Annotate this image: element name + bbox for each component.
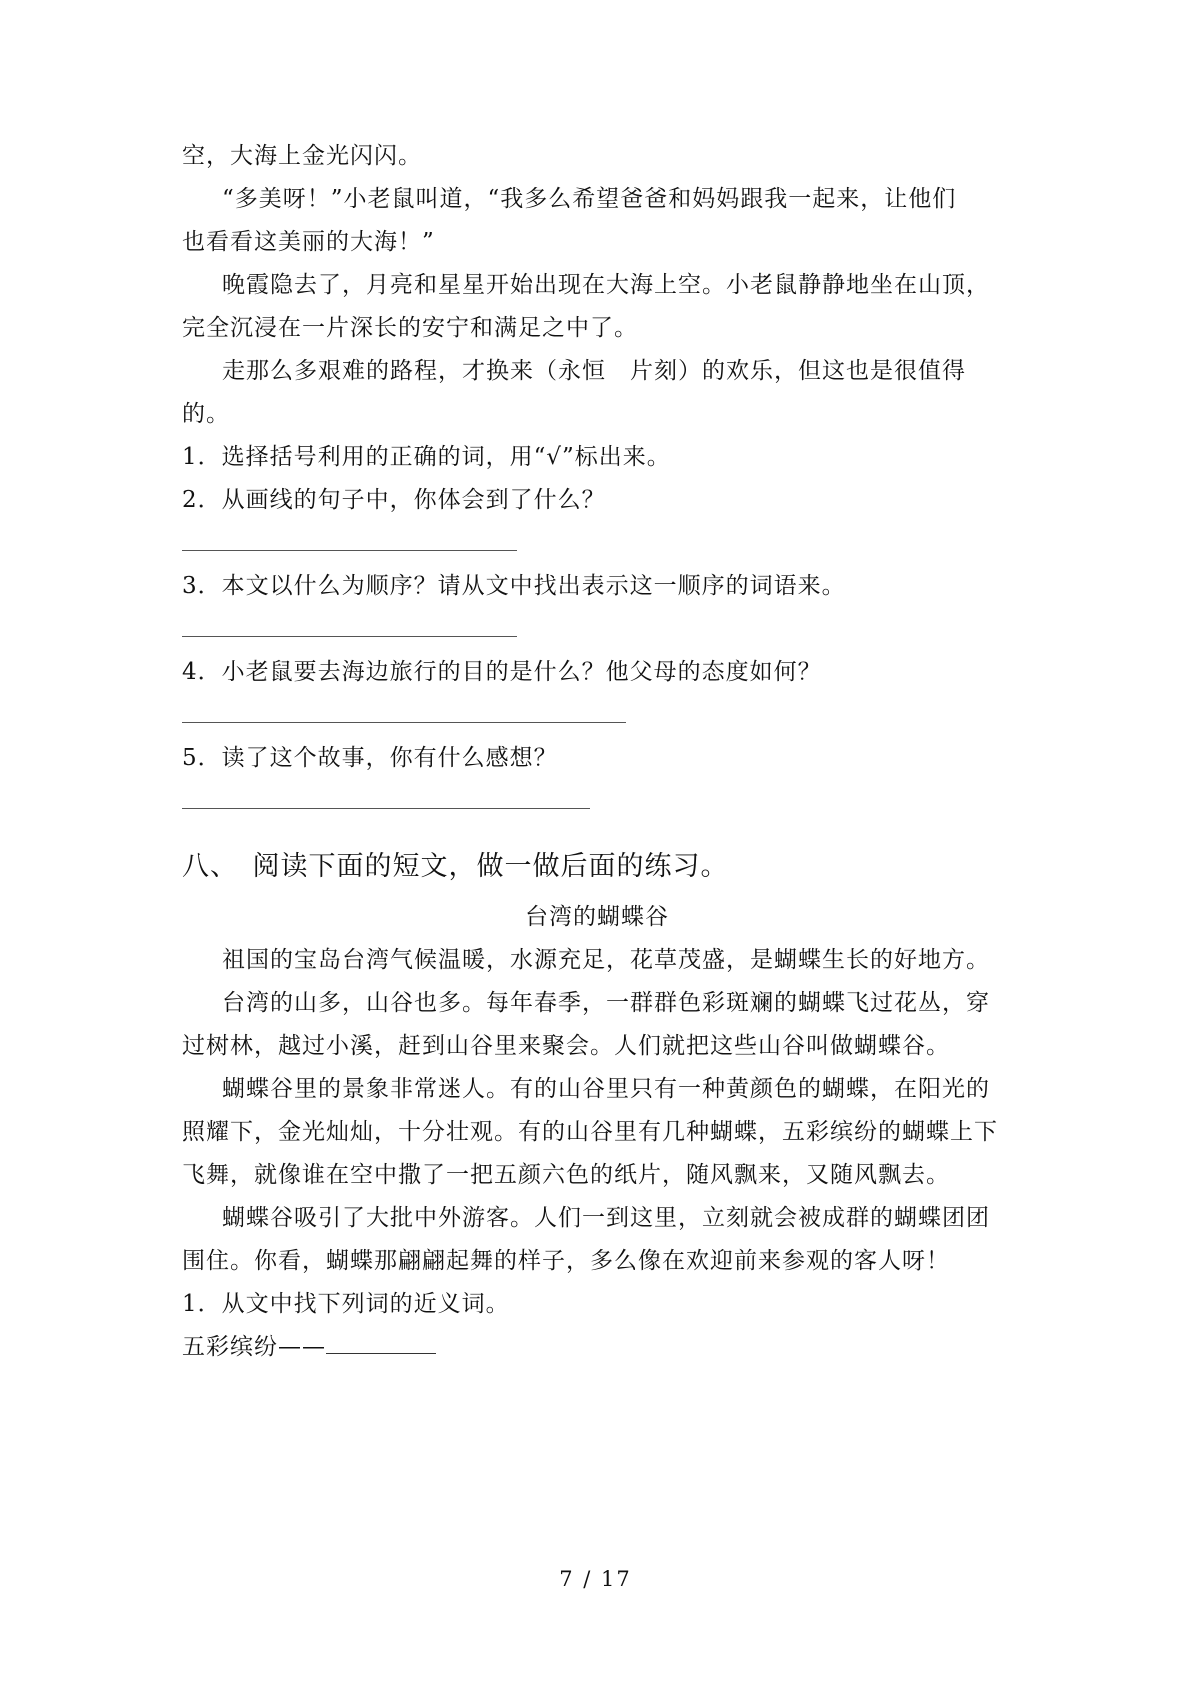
question-3: 3．本文以什么为顺序？请从文中找出表示这一顺序的词语来。 (182, 573, 846, 599)
paragraph-line: “多美呀！”小老鼠叫道，“我多么希望爸爸和妈妈跟我一起来，让他们 (222, 186, 957, 212)
answer-line-3[interactable] (182, 636, 517, 637)
synonym-item (182, 1331, 1012, 1363)
answer-line-5[interactable] (182, 808, 590, 809)
paragraph-line: 围住。你看，蝴蝶那翩翩起舞的样子，多么像在欢迎前来参观的客人呀！ (182, 1248, 950, 1274)
paragraph-line: 也看看这美丽的大海！” (182, 229, 435, 255)
question-2: 2．从画线的句子中，你体会到了什么？ (182, 487, 606, 513)
section8-question-1: 1．从文中找下列词的近义词。 (182, 1291, 510, 1317)
paragraph-line: 晚霞隐去了，月亮和星星开始出现在大海上空。小老鼠静静地坐在山顶， (222, 272, 990, 298)
paragraph-line: 的。 (182, 401, 230, 427)
answer-line-4[interactable] (182, 722, 626, 723)
paragraph-line: 蝴蝶谷吸引了大批中外游客。人们一到这里，立刻就会被成群的蝴蝶团团 (222, 1205, 990, 1231)
paragraph-line: 飞舞，就像谁在空中撒了一把五颜六色的纸片，随风飘来，又随风飘去。 (182, 1162, 950, 1188)
paragraph-line: 空，大海上金光闪闪。 (182, 143, 422, 169)
question-1: 1．选择括号利用的正确的词，用“√”标出来。 (182, 444, 671, 470)
section-heading: 八、 阅读下面的短文，做一做后面的练习。 (182, 851, 729, 882)
paragraph-line: 祖国的宝岛台湾气候温暖，水源充足，花草茂盛，是蝴蝶生长的好地方。 (222, 947, 990, 973)
paragraph-line: 过树林，越过小溪，赶到山谷里来聚会。人们就把这些山谷叫做蝴蝶谷。 (182, 1033, 950, 1059)
paragraph-line: 走那么多艰难的路程，才换来（永恒 片刻）的欢乐，但这也是很值得 (222, 358, 966, 384)
answer-line-2[interactable] (182, 550, 517, 551)
synonym-answer-blank[interactable] (326, 1331, 436, 1354)
paragraph-line: 照耀下，金光灿灿，十分壮观。有的山谷里有几种蝴蝶，五彩缤纷的蝴蝶上下 (182, 1119, 998, 1145)
question-4: 4．小老鼠要去海边旅行的目的是什么？他父母的态度如何？ (182, 659, 822, 685)
paragraph-line: 蝴蝶谷里的景象非常迷人。有的山谷里只有一种黄颜色的蝴蝶，在阳光的 (222, 1076, 990, 1102)
paragraph-line: 台湾的山多，山谷也多。每年春季，一群群色彩斑斓的蝴蝶飞过花丛，穿 (222, 990, 990, 1016)
passage-title: 台湾的蝴蝶谷 (525, 904, 669, 930)
question-5: 5．读了这个故事，你有什么感想？ (182, 745, 558, 771)
synonym-item-label: 五彩缤纷—— (182, 1334, 326, 1360)
paragraph-line: 完全沉浸在一片深长的安宁和满足之中了。 (182, 315, 638, 341)
page-number: 7 / 17 (559, 1567, 632, 1591)
